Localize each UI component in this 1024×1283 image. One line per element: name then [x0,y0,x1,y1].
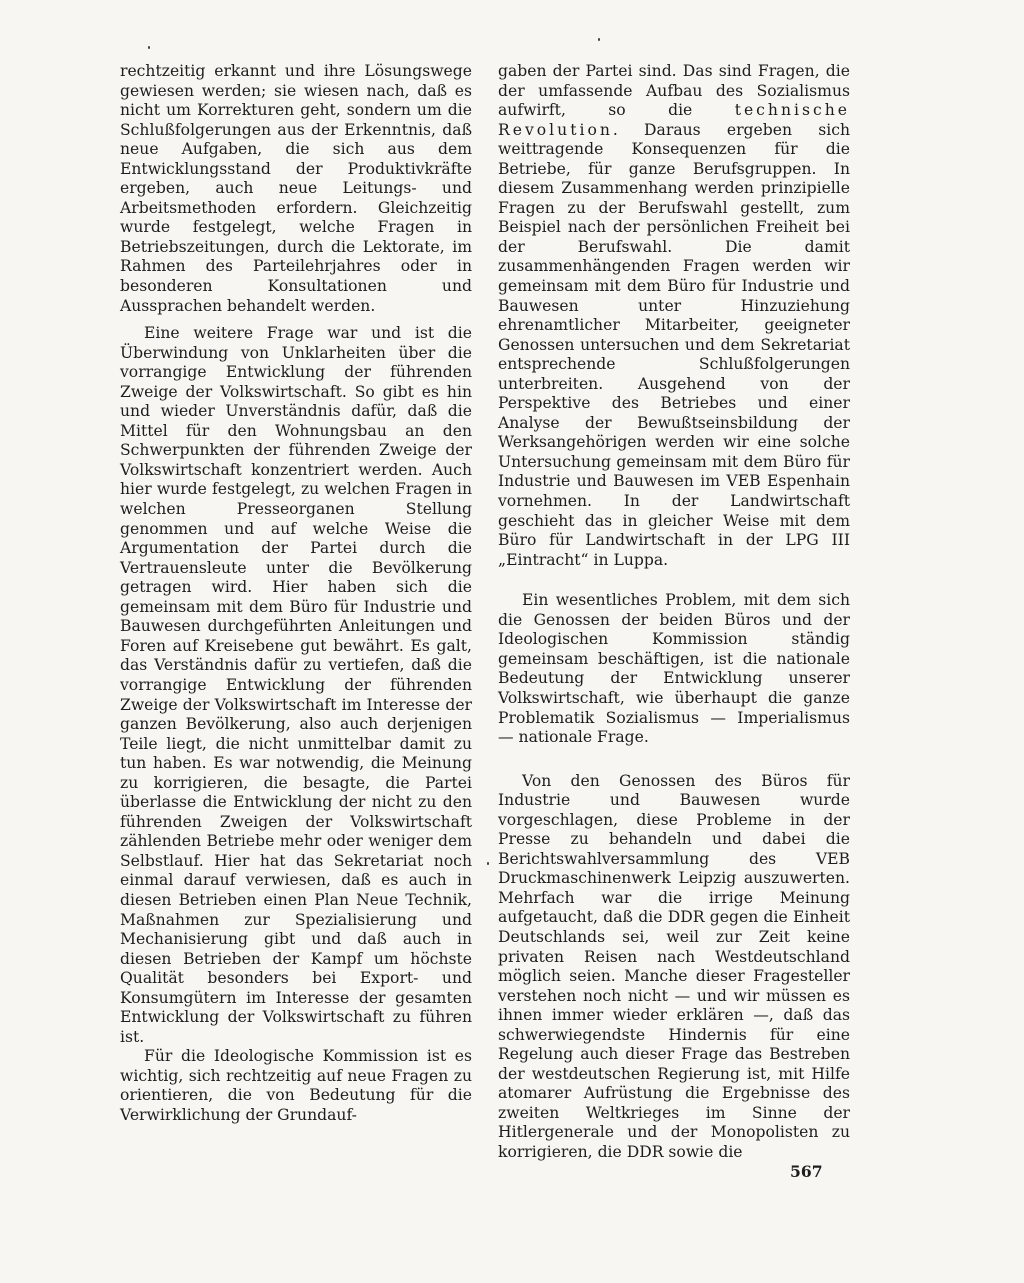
paragraph [498,62,850,570]
paragraph: Eine weitere Frage war und ist die Überwindung von Unklarheiten über die vorrangige Entwicklung der führenden Zweige der Volkswirtschaft. So gibt es hin und wieder Unverständnis dafür, daß die Mittel für den Wohnungsbau an den Schwerpunkten der führenden Zweige der Volkswirtschaft konzentriert werden. Auch hier wurde festgelegt, zu welchen Fragen in welchen Presseorganen Stellung genommen und auf welche Weise die Argumentation der Partei durch die Vertrauensleute unter die Bevölkerung getragen wird. Hier haben sich die gemeinsam mit dem Büro für Industrie und Bauwesen durchgeführten Anleitungen und Foren auf Kreisebene gut bewährt. Es galt, das Verständnis dafür zu vertiefen, daß die vorrangige Entwicklung der führenden Zweige der Volkswirtschaft im Interesse der ganzen Bevölkerung, also auch derjenigen Teile liegt, die nicht unmittelbar damit zu tun haben. Es war notwendig, die Meinung zu korrigieren, die besagte, die Partei überlasse die Entwicklung der nicht zu den führenden Zweigen der Volkswirtschaft zählenden Betriebe mehr oder weniger dem Selbstlauf. Hier hat das Sekretariat noch einmal darauf verwiesen, daß es auch in diesen Betrieben einen Plan Neue Technik, Maßnahmen zur Spezialisierung und Mechanisierung gibt und daß auch in diesen Betrieben der Kampf um höchste Qualität besonders bei Export- und Konsumgütern im Interesse der gesamten Entwicklung der Volkswirtschaft zu führen ist. [120,324,472,1046]
paragraph: Von den Genossen des Büros für Industrie und Bauwesen wurde vorgeschlagen, diese Probleme in der Presse zu behandeln und dabei die Berichtswahlversammlung des VEB Druckmaschinenwerk Leipzig auszuwerten. Mehrfach war die irrige Meinung aufgetaucht, daß die DDR gegen die Einheit Deutschlands sei, weil zur Zeit keine privaten Reisen nach Westdeutschland möglich seien. Manche dieser Fragesteller verstehen noch nicht — und wir müssen es ihnen immer wieder erklären —, daß das schwerwiegendste Hindernis für eine Regelung auch dieser Frage das Bestreben der westdeutschen Regierung ist, mit Hilfe atomarer Aufrüstung die Ergebnisse des zweiten Weltkrieges im Sinne der Hitlergenerale und der Monopolisten zu korrigieren, die DDR sowie die [498,771,850,1161]
scan-speck [598,38,600,41]
right-column [498,62,850,1163]
scan-speck [148,46,150,49]
spaced-emphasis: technische Revolution [498,101,850,139]
text-run: . Daraus ergeben sich weittragende Konsequenzen für die Betriebe, für ganze Berufsgruppen. In diesem Zusammenhang werden prinzipielle Fragen zu der Berufswahl gestellt, zum Beispiel nach der persönlichen Freiheit bei der Berufswahl. Die damit zusammenhängenden Fragen werden wir gemeinsam mit dem Büro für Industrie und Bauwesen unter Hinzuziehung ehrenamtlicher Mitarbeiter, geeigneter Genossen untersuchen und dem Sekretariat entsprechende Schlußfolgerungen unterbreiten. Ausgehend von der Perspektive des Betriebes und einer Analyse der Bewußtseinsbildung der Werksangehörigen werden wir eine solche Untersuchung gemeinsam mit dem Büro für Industrie und Bauwesen im VEB Espenhain vornehmen. In der Landwirtschaft geschieht das in gleicher Weise mit dem Büro für Landwirtschaft in der LPG III „Eintracht“ in Luppa. [498,120,850,569]
paragraph: rechtzeitig erkannt und ihre Lösungswege gewiesen werden; sie wiesen nach, daß es nicht um Korrekturen geht, sondern um die Schlußfolgerungen aus der Erkenntnis, daß neue Aufgaben, die sich aus dem Entwicklungsstand der Produktivkräfte ergeben, auch neue Leitungs- und Arbeitsmethoden erfordern. Gleichzeitig wurde festgelegt, welche Fragen in Betriebszeitungen, durch die Lektorate, im Rahmen des Parteilehrjahres oder in besonderen Konsultationen und Aussprachen behandelt werden. [120,62,472,315]
scan-speck [487,862,489,865]
left-column [120,62,472,1126]
page-number: 567 [790,1162,823,1181]
text-run: gaben der Partei sind. Das sind Fragen, die der umfassende Aufbau des Sozialismus aufwirft, so die [498,62,850,120]
paragraph: Für die Ideologische Kommission ist es wichtig, sich rechtzeitig auf neue Fragen zu orientieren, die von Bedeutung für die Verwirklichung der Grundauf- [120,1047,472,1124]
paragraph: Ein wesentliches Problem, mit dem sich die Genossen der beiden Büros und der Ideologischen Kommission ständig gemeinsam beschäftigen, ist die nationale Bedeutung der Entwicklung unserer Volkswirtschaft, wie überhaupt die ganze Problematik Sozialismus — Imperialismus — nationale Frage. [498,591,850,747]
